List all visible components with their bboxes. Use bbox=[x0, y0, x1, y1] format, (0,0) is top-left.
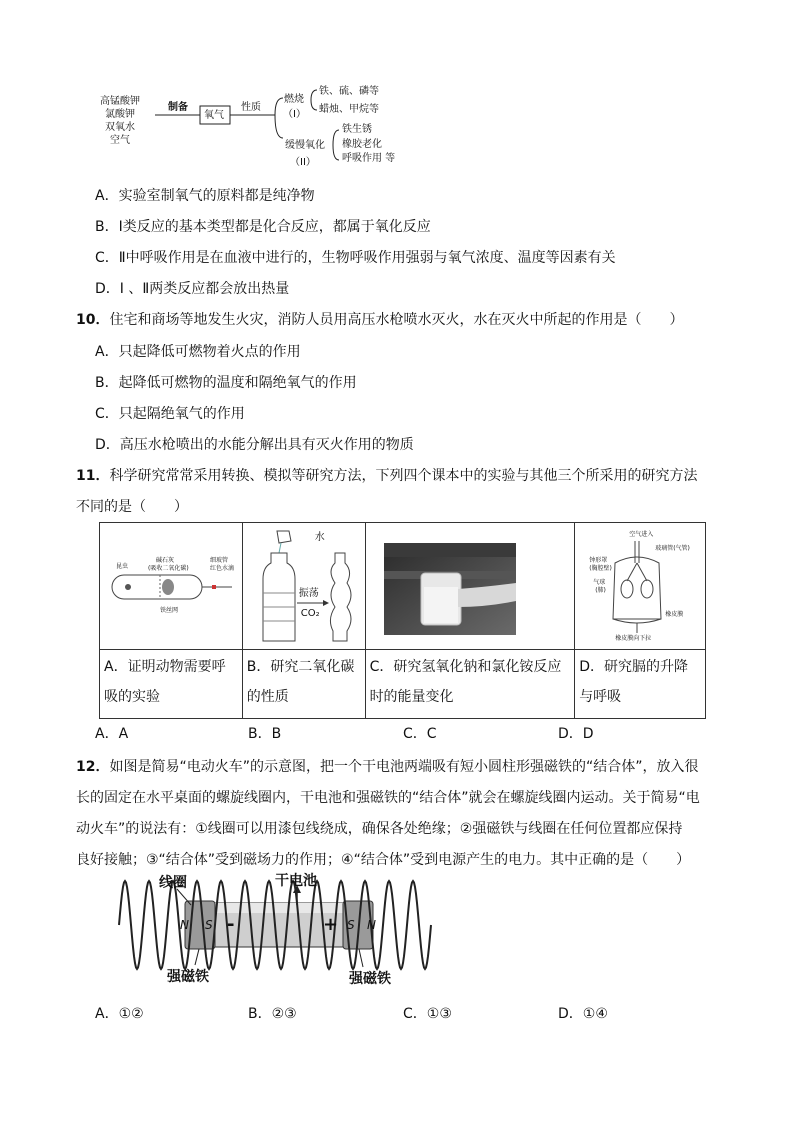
burning-number: （I） bbox=[283, 109, 306, 120]
label-pull-down: 橡皮膜向下拉 bbox=[615, 635, 652, 642]
label-membrane: 橡皮膜 bbox=[665, 611, 684, 618]
experiment-b-caption: B．研究二氧化碳的性质 bbox=[246, 659, 355, 705]
label-water: 水 bbox=[314, 532, 325, 543]
q11-option-c: C．C bbox=[403, 726, 437, 742]
experiment-d-image bbox=[575, 523, 705, 649]
oxygen-box-label: 氧气 bbox=[204, 110, 224, 121]
label-chest-wall: (胸腔壁) bbox=[589, 565, 612, 572]
q12-option-a: A．①② bbox=[95, 1006, 144, 1022]
q9-option-a: A．实验室制氧气的原料都是纯净物 bbox=[95, 188, 315, 204]
label-lung: (肺) bbox=[595, 587, 606, 594]
bottle-shake-drawing bbox=[243, 523, 366, 649]
battery-label: 干电池 bbox=[275, 873, 317, 889]
q12-line3: 动火车”的说法有：①线圈可以用漆包线绕成，确保各处绝缘；②强磁铁与线圈在任何位置都应保持 bbox=[76, 821, 683, 837]
q11-option-d: D．D bbox=[558, 726, 594, 742]
q9-option-c: C．Ⅱ中呼吸作用是在血液中进行的，生物呼吸作用强弱与氧气浓度、温度等因素有关 bbox=[95, 250, 616, 266]
q10-option-a: A．只起降低可燃物着火点的作用 bbox=[95, 344, 301, 360]
source-2: 氯酸钾 bbox=[105, 109, 135, 120]
experiment-a-caption: A．证明动物需要呼吸的实验 bbox=[104, 659, 226, 705]
q9-option-b: B．I类反应的基本类型都是化合反应，都属于氧化反应 bbox=[95, 219, 431, 235]
q12-option-b: B．②③ bbox=[248, 1006, 297, 1022]
experiment-c-caption: C．研究氢氧化钠和氯化铵反应时的能量变化 bbox=[369, 659, 562, 705]
label-air-in: 空气进入 bbox=[629, 531, 654, 538]
right-n-pole: N bbox=[367, 918, 376, 932]
q10-option-d: D．高压水枪喷出的水能分解出具有灭火作用的物质 bbox=[95, 437, 414, 453]
q12-line4: 良好接触；③“结合体”受到磁场力的作用；④“结合体”受到电源产生的电力。其中正确的是（ ） bbox=[76, 852, 691, 868]
burning-item-2: 蜡烛、甲烷等 bbox=[319, 104, 379, 115]
slow-oxidation-number: （II） bbox=[290, 157, 316, 168]
prepare-label: 制备 bbox=[168, 102, 188, 113]
q10-option-b: B．起降低可燃物的温度和隔绝氧气的作用 bbox=[95, 375, 357, 391]
q11-stem-line1 bbox=[76, 466, 697, 486]
q9-option-d: D．I 、Ⅱ两类反应都会放出热量 bbox=[95, 281, 290, 297]
label-balloon: 气球 bbox=[593, 579, 606, 586]
q11-option-a: A．A bbox=[95, 726, 129, 742]
breathing-tube-drawing bbox=[100, 523, 243, 649]
beaker-photo bbox=[366, 523, 576, 649]
burning-label: 燃烧 bbox=[284, 94, 304, 105]
label-insect: 昆虫 bbox=[116, 563, 129, 570]
label-shake: 振荡 bbox=[298, 588, 319, 599]
label-trachea: 玻璃管(气管) bbox=[655, 545, 690, 552]
slow-item-2: 橡胶老化 bbox=[342, 139, 382, 150]
slow-item-1: 铁生锈 bbox=[342, 124, 372, 135]
q11-stem-text: 科学研究常常采用转换、模拟等研究方法，下列四个课本中的实验与其他三个所采用的研究方法 bbox=[109, 468, 698, 484]
experiment-a-image bbox=[100, 523, 242, 649]
source-1: 高锰酸钾 bbox=[100, 96, 140, 107]
source-4: 空气 bbox=[110, 135, 130, 146]
label-wire-mesh: 铁丝网 bbox=[160, 607, 179, 614]
experiment-c-image bbox=[366, 523, 575, 649]
q12-line1 bbox=[76, 757, 699, 777]
label-red-drop: 红色水滴 bbox=[210, 565, 235, 572]
q12-line2: 长的固定在水平桌面的螺旋线圈内，干电池和强磁铁的“结合体”就会在螺旋线圈内运动。关于简易“电 bbox=[76, 790, 700, 806]
q12-line1-text: 如图是简易“电动火车”的示意图，把一个干电池两端吸有短小圆柱形强磁铁的“结合体”，放入很 bbox=[109, 759, 699, 775]
label-glass-tube: 细玻管 bbox=[210, 557, 229, 564]
q11-number: 11． bbox=[76, 468, 110, 484]
q12-option-d: D．①④ bbox=[558, 1006, 608, 1022]
minus-sign: - bbox=[227, 914, 235, 935]
experiment-d-caption: D．研究膈的升降与呼吸 bbox=[579, 659, 688, 705]
q10-stem-text: 住宅和商场等地发生火灾，消防人员用高压水枪喷水灭火，水在灭火中所起的作用是（ ） bbox=[109, 312, 684, 328]
left-s-pole: S bbox=[205, 918, 213, 932]
right-s-pole: S bbox=[347, 918, 355, 932]
label-absorb-co2: (吸收二氧化碳) bbox=[148, 565, 189, 572]
experiment-b-image bbox=[243, 523, 365, 649]
label-bell-jar: 钟形罩 bbox=[589, 557, 608, 564]
label-co2: CO₂ bbox=[300, 608, 320, 619]
experiment-table bbox=[99, 522, 706, 719]
slow-item-3: 呼吸作用 等 bbox=[342, 153, 396, 164]
left-n-pole: N bbox=[180, 918, 189, 932]
burning-item-1: 铁、硫、磷等 bbox=[319, 86, 379, 97]
source-3: 双氧水 bbox=[105, 122, 135, 133]
q10-stem bbox=[76, 310, 683, 330]
left-magnet-label: 强磁铁 bbox=[167, 969, 209, 985]
q11-option-b: B．B bbox=[248, 726, 282, 742]
label-soda-lime: 碱石灰 bbox=[156, 557, 175, 564]
coil-label: 线圈 bbox=[159, 875, 187, 891]
slow-oxidation-label: 缓慢氧化 bbox=[285, 140, 325, 151]
electric-train-figure bbox=[115, 873, 435, 993]
plus-sign: + bbox=[323, 914, 339, 935]
q10-number: 10． bbox=[76, 312, 110, 328]
right-magnet-label: 强磁铁 bbox=[349, 971, 391, 987]
q10-option-c: C．只起隔绝氧气的作用 bbox=[95, 406, 245, 422]
property-label: 性质 bbox=[241, 102, 261, 113]
oxygen-concept-diagram bbox=[95, 88, 415, 170]
q12-option-c: C．①③ bbox=[403, 1006, 452, 1022]
q11-stem-line2: 不同的是（ ） bbox=[76, 499, 188, 515]
q12-number: 12． bbox=[76, 759, 110, 775]
